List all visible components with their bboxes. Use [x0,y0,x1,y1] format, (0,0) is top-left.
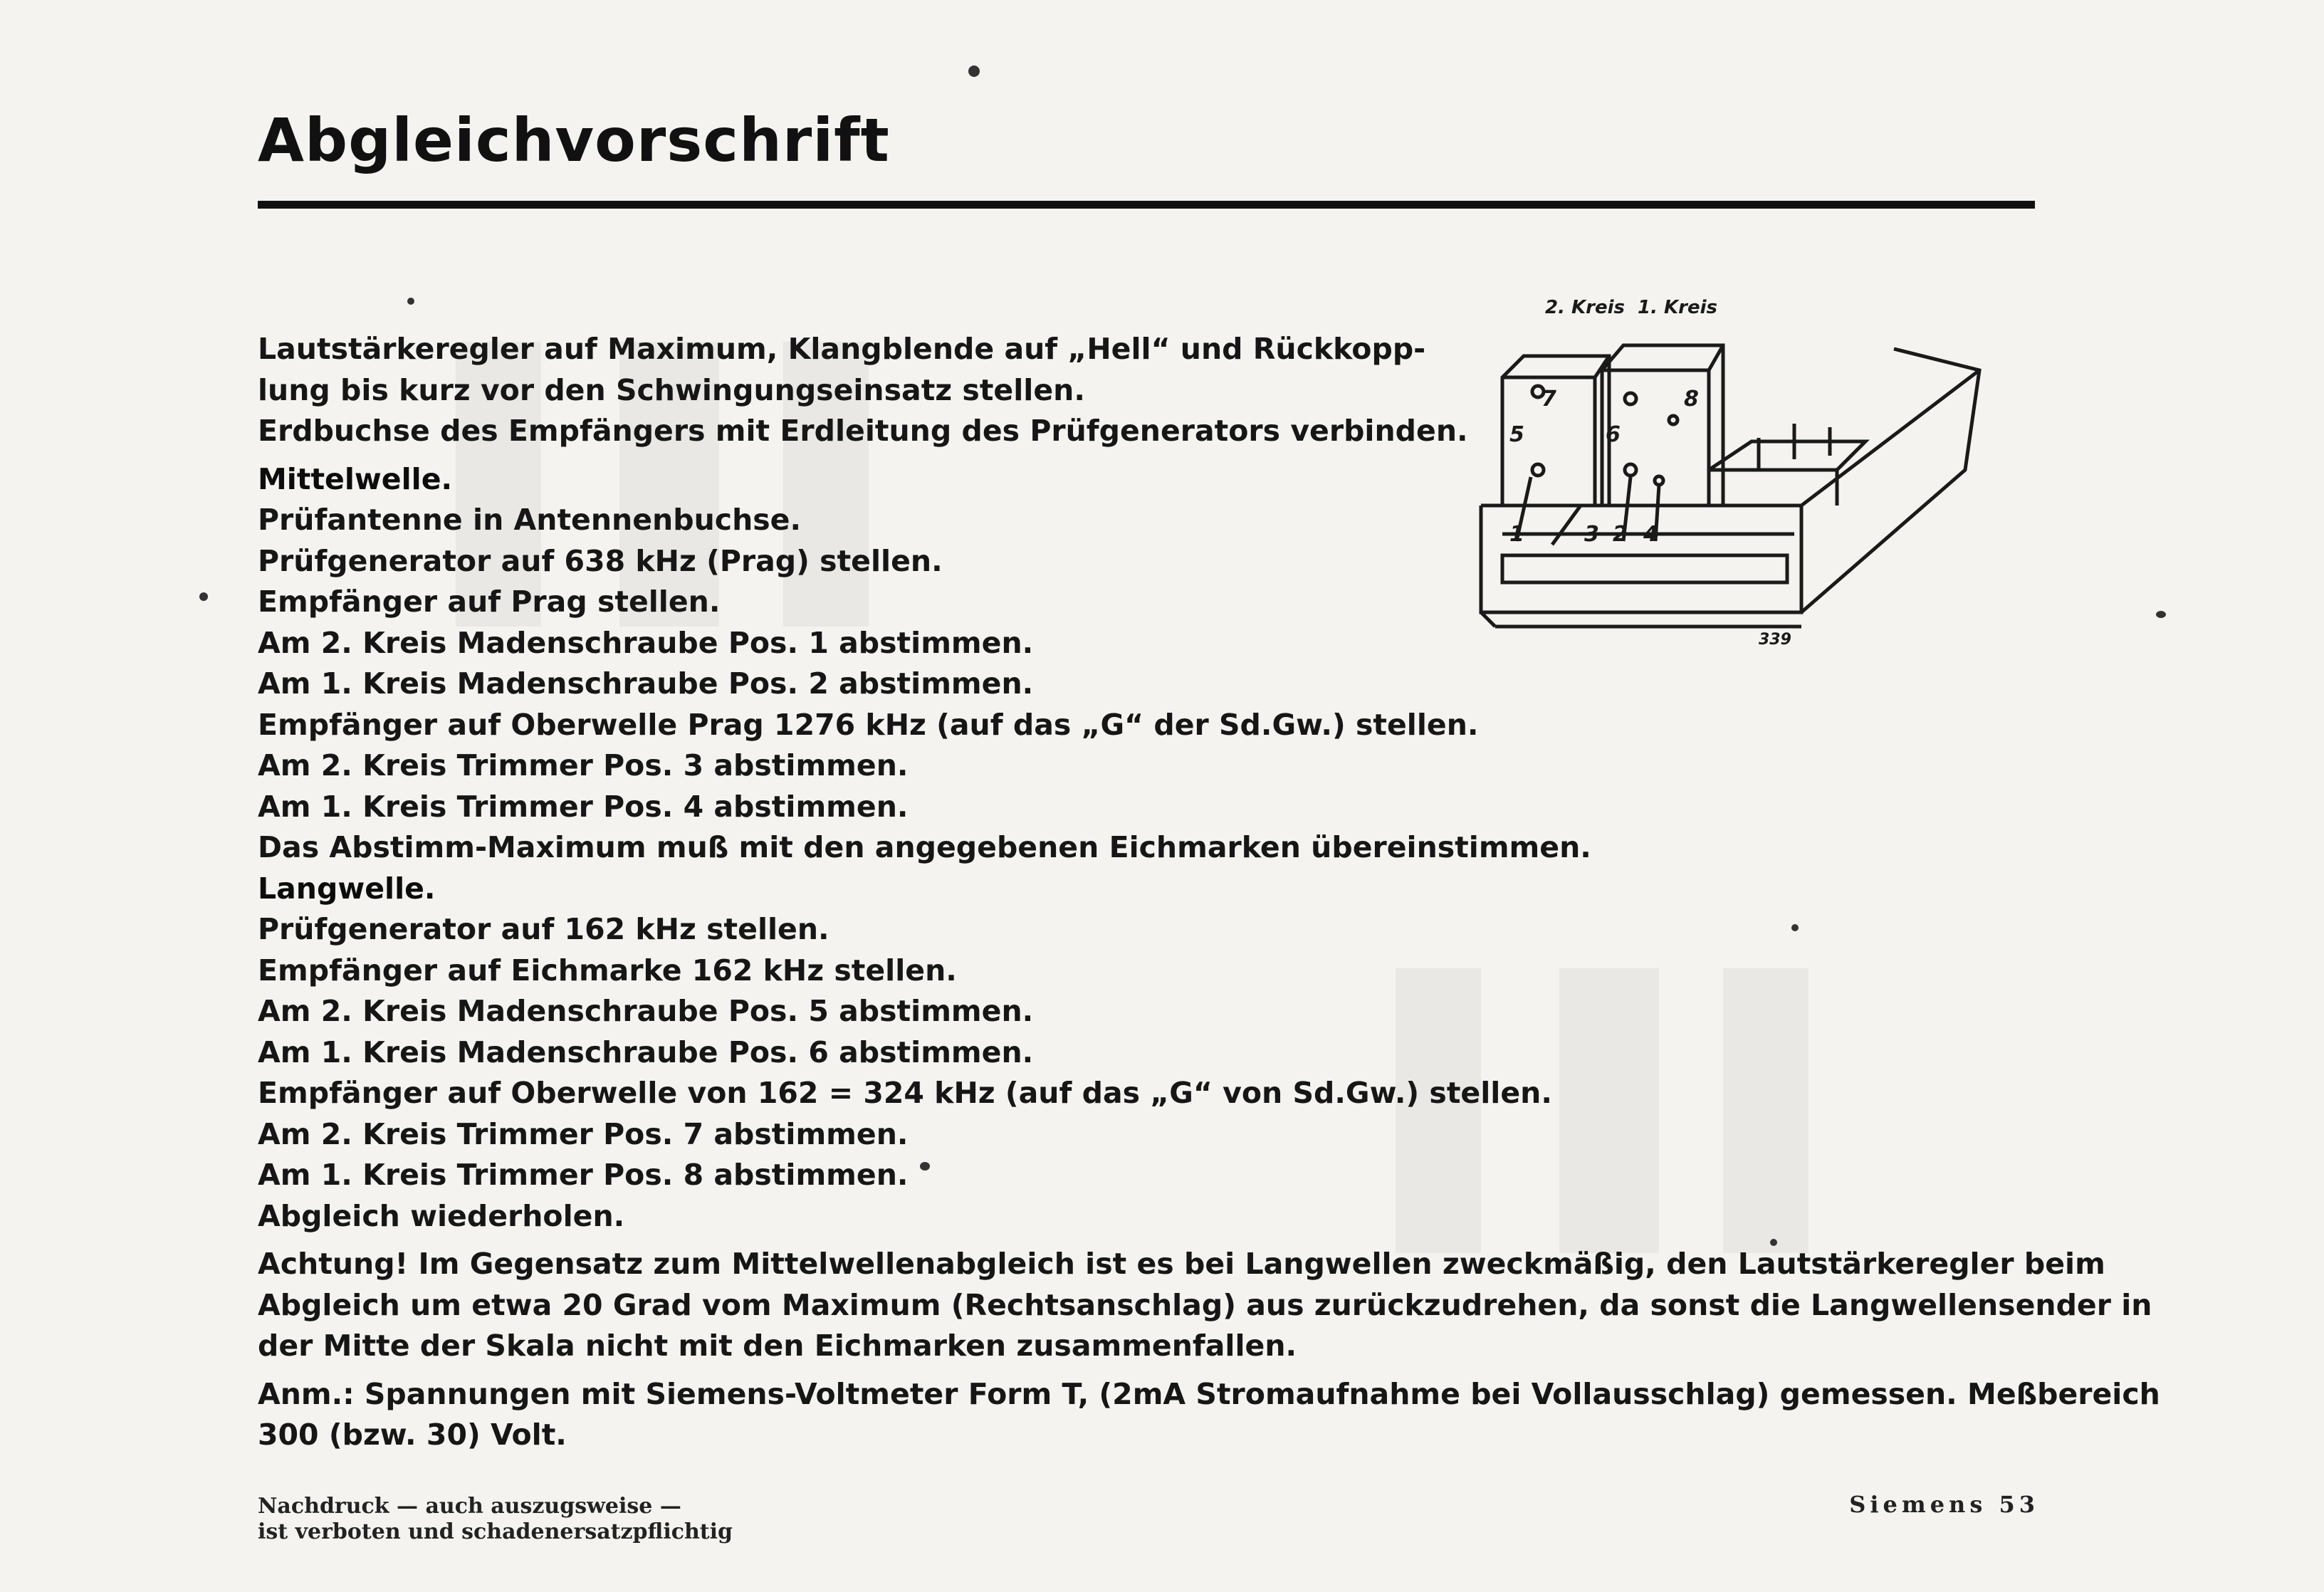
position-label: 4 [1643,522,1658,547]
anmerkung-line: Anm.: Spannungen mit Siemens-Voltmeter Form T, (2mA Stromaufnahme bei Vollausschlag) gemessen. Meßbereich [258,1376,2160,1411]
figure-number: 339 [1759,631,1791,649]
chassis-diagram [1467,299,2008,655]
scan-speck [968,66,980,77]
langwelle-step: Empfänger auf Oberwelle von 162 = 324 kHz (auf das „G“ von Sd.Gw.) stellen. [258,1076,1552,1110]
langwelle-step: Am 1. Kreis Madenschraube Pos. 6 abstimmen. [258,1035,1034,1069]
mittelwelle-step: Prüfantenne in Antennenbuchse. [258,503,802,537]
achtung-line: Achtung! Im Gegensatz zum Mittelwellenabgleich ist es bei Langwellen zweckmäßig, den Lautstärkeregler beim [258,1247,2105,1281]
position-label: 1 [1509,522,1524,547]
scan-speck [2156,611,2166,618]
position-label: 5 [1509,422,1524,447]
mittelwelle-step: Empfänger auf Oberwelle Prag 1276 kHz (auf das „G“ der Sd.Gw.) stellen. [258,707,1479,742]
intro-line: lung bis kurz vor den Schwingungseinsatz stellen. [258,372,1085,407]
position-label: 3 [1584,522,1599,547]
scan-speck [920,1162,930,1171]
position-label: 7 [1542,387,1556,412]
mittelwelle-step: Empfänger auf Prag stellen. [258,585,721,619]
scan-speck [407,298,414,305]
mittelwelle-heading: Mittelwelle. [258,461,453,496]
mittelwelle-step: Am 2. Kreis Trimmer Pos. 3 abstimmen. [258,748,909,782]
mittelwelle-step: Prüfgenerator auf 638 kHz (Prag) stellen. [258,543,943,578]
anmerkung-line: 300 (bzw. 30) Volt. [258,1418,567,1452]
title-rule [258,201,2035,209]
position-label: 6 [1606,422,1621,447]
langwelle-step: Abgleich wiederholen. [258,1198,625,1233]
achtung-line: der Mitte der Skala nicht mit den Eichmarken zusammenfallen. [258,1329,1297,1363]
mittelwelle-step: Am 2. Kreis Madenschraube Pos. 1 abstimmen. [258,625,1034,660]
langwelle-heading: Langwelle. [258,871,436,906]
scan-speck [1770,1239,1777,1246]
mittelwelle-step: Das Abstimm-Maximum muß mit den angegebenen Eichmarken übereinstimmen. [258,830,1591,864]
position-label: 8 [1684,387,1699,412]
achtung-line: Abgleich um etwa 20 Grad vom Maximum (Rechtsanschlag) aus zurückzudrehen, da sonst die Langwellensender in [258,1287,2152,1322]
achtung-note [258,1244,2152,1367]
langwelle-step: Am 2. Kreis Trimmer Pos. 7 abstimmen. [258,1116,909,1151]
reprint-notice-line: ist verboten und schadenersatzpflichtig [258,1519,733,1544]
page-title: Abgleichvorschrift [258,105,890,175]
mittelwelle-step: Am 1. Kreis Madenschraube Pos. 2 abstimmen. [258,666,1034,701]
page-reference: Siemens 53 [1849,1491,2039,1518]
scan-speck [1791,924,1799,931]
label-kreis2: 2. Kreis [1545,299,1626,318]
reprint-notice [258,1494,733,1545]
position-label: 2 [1613,522,1628,547]
langwelle-step: Am 1. Kreis Trimmer Pos. 8 abstimmen. [258,1158,909,1192]
intro-line: Erdbuchse des Empfängers mit Erdleitung des Prüfgenerators verbinden. [258,414,1468,448]
reprint-notice-line: Nachdruck — auch auszugsweise — [258,1494,681,1519]
langwelle-section [258,869,2052,1237]
intro-line: Lautstärkeregler auf Maximum, Klangblende auf „Hell“ und Rückkopp- [258,332,1426,366]
anmerkung-note [258,1374,2160,1456]
langwelle-step: Empfänger auf Eichmarke 162 kHz stellen. [258,953,957,988]
scan-speck [199,592,208,601]
langwelle-step: Am 2. Kreis Madenschraube Pos. 5 abstimmen. [258,994,1034,1028]
langwelle-step: Prüfgenerator auf 162 kHz stellen. [258,912,829,946]
label-kreis1: 1. Kreis [1638,299,1718,318]
mittelwelle-step: Am 1. Kreis Trimmer Pos. 4 abstimmen. [258,789,909,824]
